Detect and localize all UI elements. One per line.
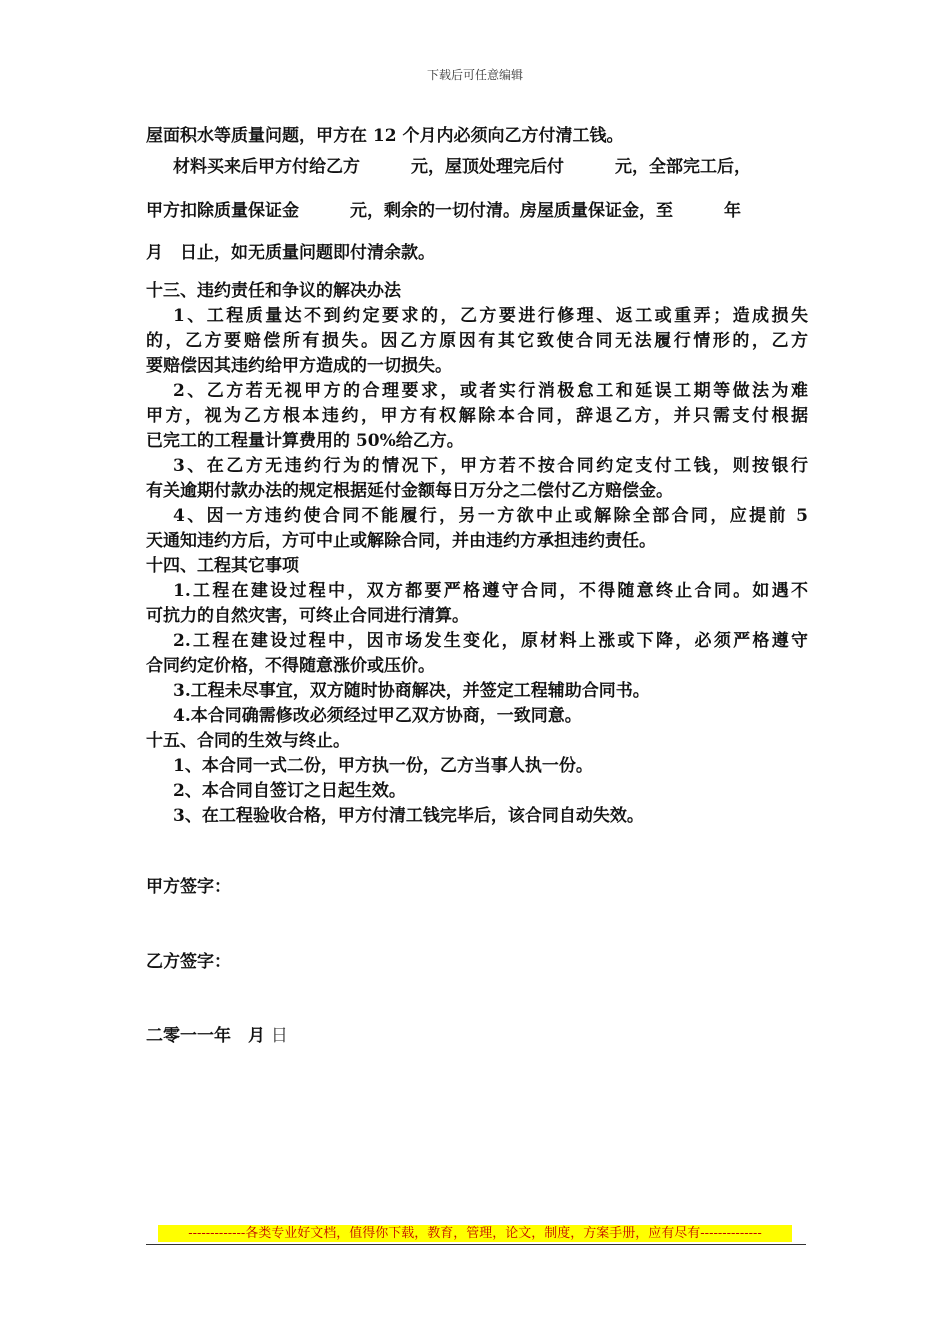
clause-line: 可抗力的自然灾害，可终止合同进行清算。 <box>146 606 469 626</box>
clause-line: 天通知违约方后，方可中止或解除合同，并由违约方承担违约责任。 <box>146 531 656 551</box>
clause-line: 1.工程在建设过程中，双方都要严格遵守合同，不得随意终止合同。如遇不 <box>173 581 808 601</box>
payment-terms-line: 月 日止，如无质量问题即付清余款。 <box>146 243 435 263</box>
clause-line: 甲方，视为乙方根本违约，甲方有权解除本合同，辞退乙方，并只需支付根据 <box>146 406 808 426</box>
clause-line: 3.工程未尽事宜，双方随时协商解决，并签定工程辅助合同书。 <box>173 681 650 701</box>
clause-line: 2.工程在建设过程中，因市场发生变化，原材料上涨或下降，必须严格遵守 <box>173 631 808 651</box>
clause-line: 1、本合同一式二份，甲方执一份，乙方当事人执一份。 <box>173 756 593 776</box>
signing-date-year-month: 二零一一年 月 <box>146 1026 265 1046</box>
clause-line: 有关逾期付款办法的规定根据延付金额每日万分之二偿付乙方赔偿金。 <box>146 481 673 501</box>
clause-line: 4、因一方违约使合同不能履行，另一方欲中止或解除全部合同，应提前 5 <box>173 506 808 526</box>
clause-line: 4.本合同确需修改必须经过甲乙双方协商，一致同意。 <box>173 706 582 726</box>
clause-line: 要赔偿因其违约给甲方造成的一切损失。 <box>146 356 452 376</box>
clause-line: 2、本合同自签订之日起生效。 <box>173 781 406 801</box>
clause-line: 已完工的工程量计算费用的 50%给乙方。 <box>146 431 464 451</box>
page-header: 下载后可任意编辑 <box>426 68 523 82</box>
payment-terms-line: 甲方扣除质量保证金 元，剩余的一切付清。房屋质量保证金，至 年 <box>146 201 741 221</box>
clause-line: 2、乙方若无视甲方的合理要求，或者实行消极怠工和延误工期等做法为难 <box>173 381 808 401</box>
party-b-signature-label: 乙方签字： <box>146 952 231 972</box>
clause-line: 合同约定价格，不得随意涨价或压价。 <box>146 656 435 676</box>
party-a-signature-label: 甲方签字： <box>146 877 231 897</box>
signing-date <box>146 1021 288 1046</box>
section-heading-15: 十五、合同的生效与终止。 <box>146 731 350 751</box>
clause-line: 1、工程质量达不到约定要求的，乙方要进行修理、返工或重弄；造成损失 <box>173 306 808 326</box>
payment-terms-line: 材料买来后甲方付给乙方 元，屋顶处理完后付 元，全部完工后， <box>173 157 751 177</box>
footer-banner: -------------各类专业好文档，值得你下载，教育，管理，论文，制度，方案手册，应有尽有-------------- <box>158 1225 792 1242</box>
clause-line: 3、在工程验收合格，甲方付清工钱完毕后，该合同自动失效。 <box>173 806 644 826</box>
clause-line: 3、在乙方无违约行为的情况下，甲方若不按合同约定支付工钱，则按银行 <box>173 456 808 476</box>
paragraph-line: 屋面积水等质量问题，甲方在 12 个月内必须向乙方付清工钱。 <box>146 126 624 146</box>
section-heading-13: 十三、违约责任和争议的解决办法 <box>146 281 401 301</box>
signing-date-day: 日 <box>270 1026 288 1046</box>
contract-body <box>146 124 808 829</box>
clause-line: 的，乙方要赔偿所有损失。因乙方原因有其它致使合同无法履行情形的，乙方 <box>146 331 808 351</box>
section-heading-14: 十四、工程其它事项 <box>146 556 299 576</box>
footer-divider <box>146 1244 806 1245</box>
